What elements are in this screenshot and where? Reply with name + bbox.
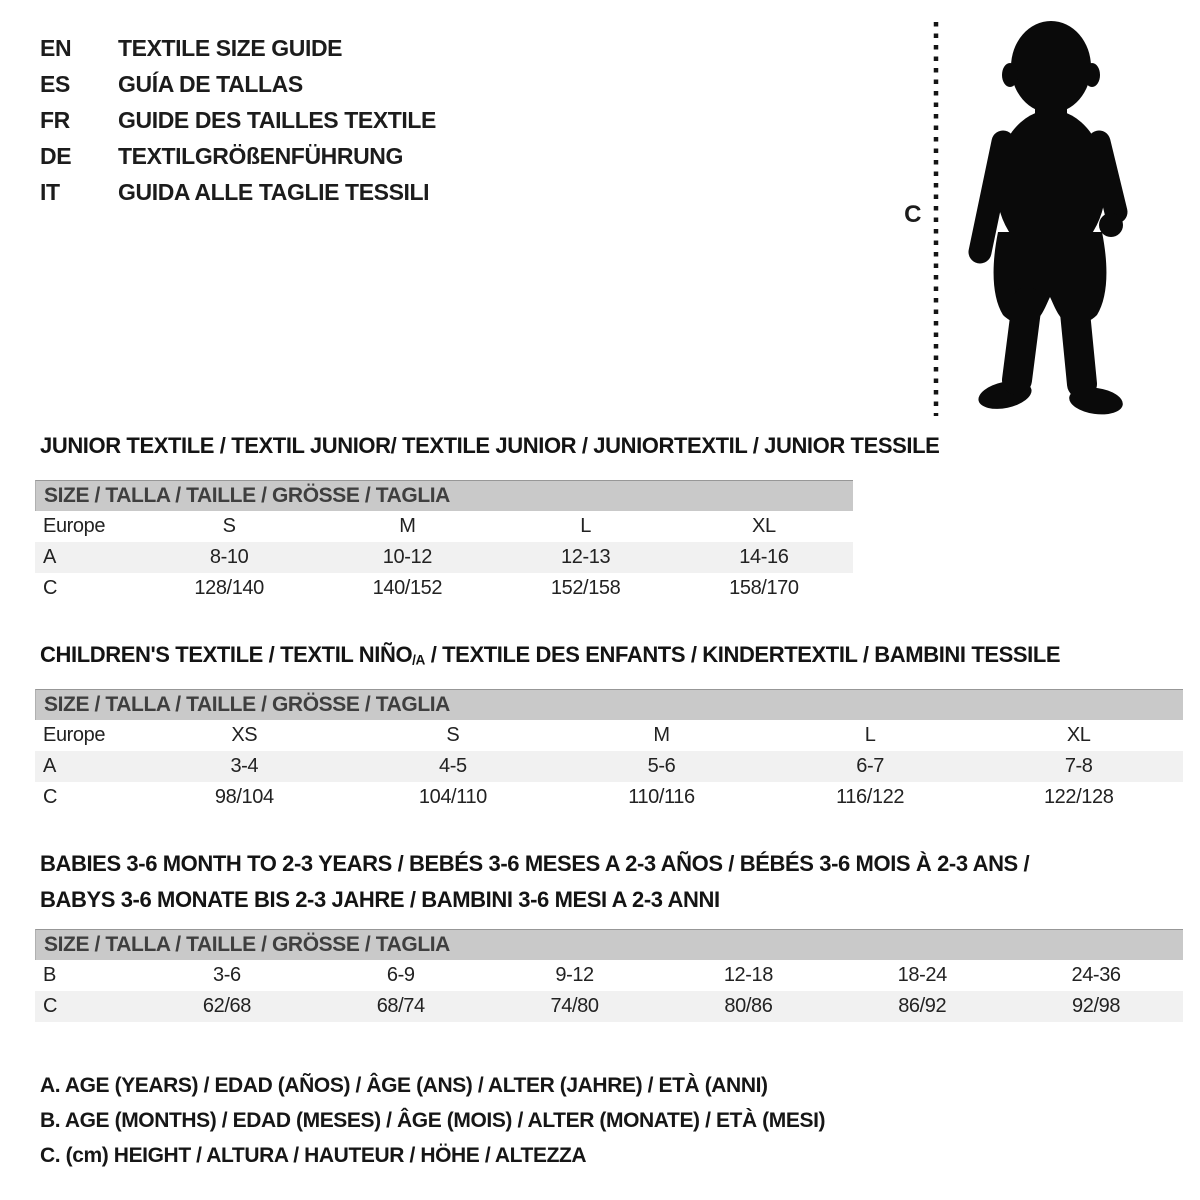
toddler-silhouette-icon	[953, 12, 1148, 417]
cell: M	[399, 515, 416, 537]
cell: 12-18	[723, 964, 773, 986]
cell: 6-7	[856, 755, 884, 777]
note-height-cm: C. (cm) HEIGHT / ALTURA / HAUTEUR / HÖHE / ALTEZZA	[40, 1144, 587, 1167]
cell: 140/152	[372, 577, 443, 599]
junior-size-table	[35, 480, 853, 604]
size-table-header: SIZE / TALLA / TAILLE / GRÖSSE / TAGLIA	[35, 689, 1183, 720]
cell: 92/98	[1072, 995, 1121, 1017]
note-age-years: A. AGE (YEARS) / EDAD (AÑOS) / ÂGE (ANS) / ALTER (JAHRE) / ETÀ (ANNI)	[40, 1074, 768, 1097]
table-row-age-years	[35, 542, 853, 573]
cell: 74/80	[550, 995, 599, 1017]
language-code: DE	[40, 143, 72, 169]
legend-notes	[40, 1068, 825, 1173]
measure-label-c: C	[904, 201, 921, 228]
junior-section-heading: JUNIOR TEXTILE / TEXTIL JUNIOR/ TEXTILE JUNIOR / JUNIORTEXTIL / JUNIOR TESSILE	[40, 433, 940, 458]
row-label: C	[43, 995, 58, 1017]
guide-title-de: TEXTILGRÖßENFÜHRUNG	[118, 143, 403, 169]
language-code: EN	[40, 35, 72, 61]
language-row-fr	[40, 102, 436, 138]
cell: 116/122	[836, 786, 905, 808]
size-table-header: SIZE / TALLA / TAILLE / GRÖSSE / TAGLIA	[35, 929, 1183, 960]
row-label: C	[43, 577, 58, 599]
language-code: IT	[40, 179, 60, 205]
language-row-en	[40, 30, 436, 66]
babies-size-table	[35, 929, 1183, 1022]
guide-title-it: GUIDA ALLE TAGLIE TESSILI	[118, 179, 430, 205]
heading-line-2: BABYS 3-6 MONATE BIS 2-3 JAHRE / BAMBINI 3-6 MESI A 2-3 ANNI	[40, 887, 720, 912]
table-row-height	[35, 573, 853, 604]
babies-section-heading	[40, 846, 1029, 918]
cell: 7-8	[1064, 755, 1093, 777]
cell: M	[653, 724, 670, 746]
heading-line-1: BABIES 3-6 MONTH TO 2-3 YEARS / BEBÉS 3-6 MESES A 2-3 AÑOS / BÉBÉS 3-6 MOIS À 2-3 ANS /	[40, 851, 1030, 876]
guide-title-fr: GUIDE DES TAILLES TEXTILE	[118, 107, 436, 133]
cell: 4-5	[439, 755, 467, 777]
cell: 6-9	[386, 964, 415, 986]
cell: 98/104	[214, 786, 274, 808]
cell: 18-24	[897, 964, 947, 986]
measurement-figure	[904, 12, 1148, 418]
row-label: A	[43, 546, 56, 568]
row-label: Europe	[43, 515, 106, 537]
cell: 12-13	[561, 546, 611, 568]
guide-title-es: GUÍA DE TALLAS	[118, 71, 303, 97]
cell: S	[446, 724, 460, 746]
cell: 3-4	[230, 755, 259, 777]
cell: 68/74	[376, 995, 425, 1017]
height-measure-line	[933, 20, 939, 418]
cell: 110/116	[628, 786, 695, 808]
row-label: A	[43, 755, 56, 777]
heading-text: CHILDREN'S TEXTILE / TEXTIL NIÑO	[40, 642, 413, 667]
row-label: B	[43, 964, 56, 986]
table-row-age-months	[35, 960, 1183, 991]
language-code: ES	[40, 71, 70, 97]
guide-title-en: TEXTILE SIZE GUIDE	[118, 35, 343, 61]
table-row-height	[35, 782, 1183, 813]
cell: 62/68	[202, 995, 251, 1017]
cell: S	[222, 515, 236, 537]
language-row-de	[40, 138, 436, 174]
cell: 10-12	[382, 546, 432, 568]
cell: XL	[1066, 724, 1091, 746]
language-row-es	[40, 66, 436, 102]
cell: XL	[752, 515, 776, 537]
cell: 152/158	[550, 577, 621, 599]
table-row-height	[35, 991, 1183, 1022]
cell: XS	[231, 724, 258, 746]
cell: 9-12	[555, 964, 594, 986]
language-row-it	[40, 174, 436, 210]
heading-subscript: /A	[412, 652, 425, 668]
cell: 86/92	[898, 995, 947, 1017]
cell: 8-10	[209, 546, 249, 568]
cell: 14-16	[739, 546, 789, 568]
cell: 24-36	[1071, 964, 1121, 986]
cell: 3-6	[213, 964, 241, 986]
language-list	[40, 30, 436, 210]
row-label: Europe	[43, 724, 106, 746]
row-label: C	[43, 786, 58, 808]
cell: L	[864, 724, 876, 746]
table-row-europe	[35, 720, 1183, 751]
cell: 5-6	[647, 755, 676, 777]
cell: L	[580, 515, 591, 537]
cell: 122/128	[1043, 786, 1114, 808]
heading-text: / TEXTILE DES ENFANTS / KINDERTEXTIL / BAMBINI TESSILE	[425, 642, 1061, 667]
table-row-europe	[35, 511, 853, 542]
cell: 128/140	[194, 577, 264, 599]
language-code: FR	[40, 107, 70, 133]
size-table-header: SIZE / TALLA / TAILLE / GRÖSSE / TAGLIA	[35, 480, 853, 511]
children-size-table	[35, 689, 1183, 813]
cell: 104/110	[418, 786, 487, 808]
table-row-age-years	[35, 751, 1183, 782]
cell: 80/86	[724, 995, 773, 1017]
cell: 158/170	[729, 577, 799, 599]
children-section-heading	[40, 641, 1060, 674]
note-age-months: B. AGE (MONTHS) / EDAD (MESES) / ÂGE (MOIS) / ALTER (MONATE) / ETÀ (MESI)	[40, 1109, 826, 1132]
